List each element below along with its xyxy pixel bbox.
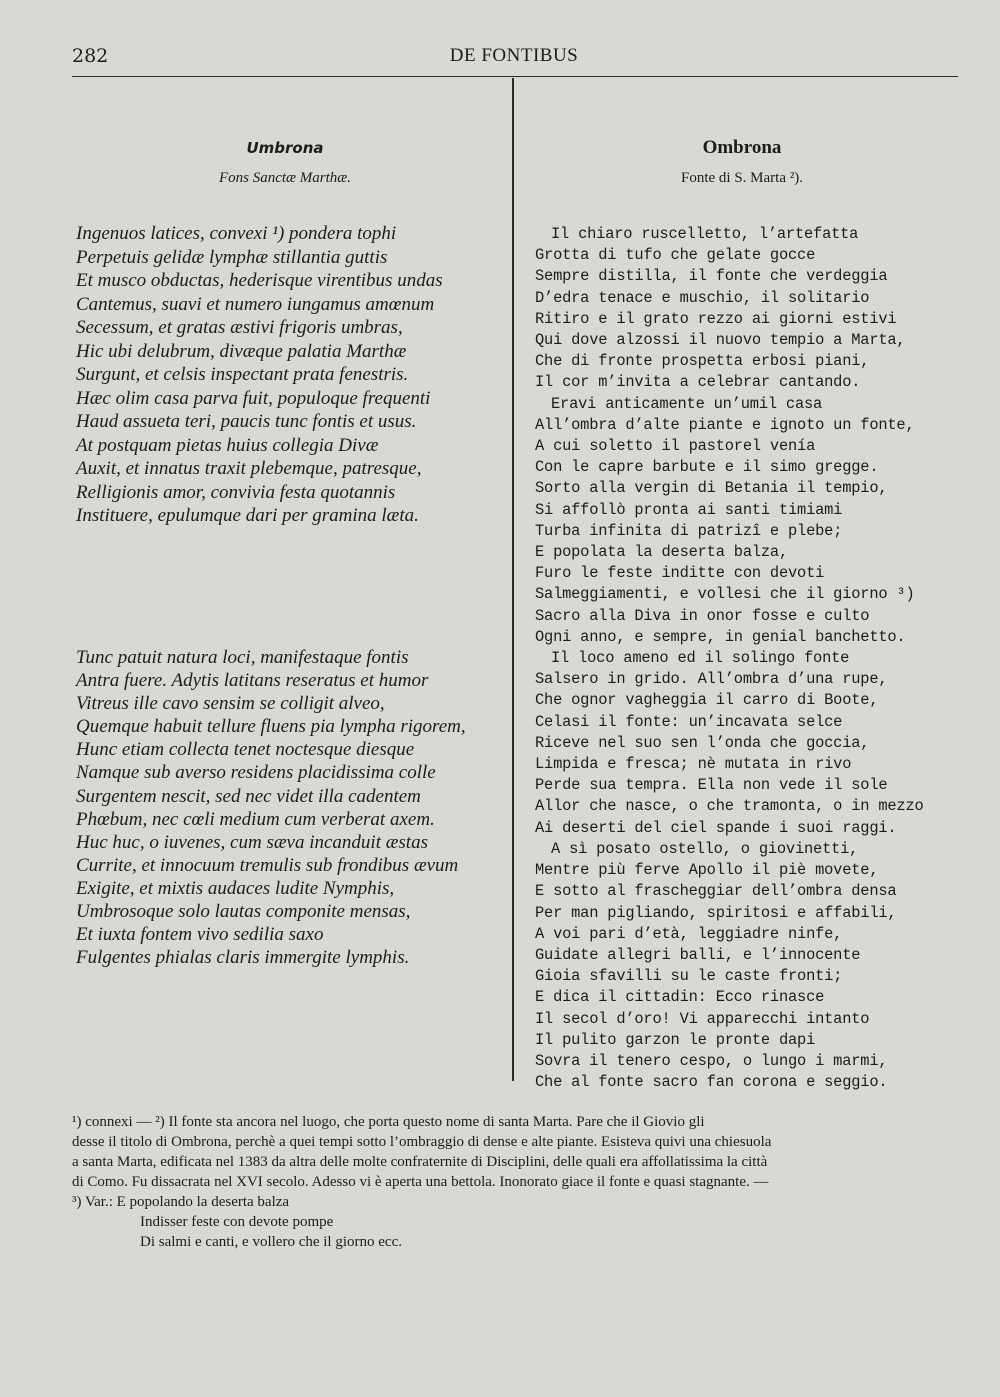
verse-line: Antra fuere. Adytis latitans reseratus et humor bbox=[76, 670, 429, 692]
verse-line: E sotto al frascheggiar dell’ombra densa bbox=[535, 882, 897, 901]
footnote-line: ¹) connexi — ²) Il fonte sta ancora nel luogo, che porta questo nome di santa Marta. Pare che il Giovio gli bbox=[72, 1114, 705, 1130]
latin-stanza-1 bbox=[76, 222, 443, 528]
verse-line: Il loco ameno ed il solingo fonte bbox=[551, 649, 850, 668]
verse-line: Vitreus ille cavo sensim se colligit alveo, bbox=[76, 693, 385, 715]
verse-line: Che di fronte prospetta erbosi piani, bbox=[535, 352, 870, 371]
italian-verses bbox=[535, 224, 924, 1093]
verse-line: Haud assueta teri, paucis tunc fontis et usus. bbox=[76, 411, 417, 432]
verse-line: Il cor m’invita a celebrar cantando. bbox=[535, 373, 861, 392]
latin-poem-subtitle: Fons Sanctæ Marthæ. bbox=[218, 170, 352, 186]
verse-line: Ritiro e il grato rezzo ai giorni estivi bbox=[535, 309, 897, 328]
footnote-line: di Como. Fu dissacrata nel XVI secolo. Adesso vi è aperta una bettola. Inonorato giace il fonte e quasi stagnante. — bbox=[72, 1174, 769, 1190]
verse-line: Salmeggiamenti, e vollesi che il giorno ³) bbox=[535, 585, 915, 604]
verse-line: Eravi anticamente un’umil casa bbox=[551, 394, 823, 413]
latin-column bbox=[70, 130, 500, 969]
verse-line: Currite, et innocuum tremulis sub frondibus ævum bbox=[76, 854, 459, 876]
footnote-line: ³) Var.: E popolando la deserta balza bbox=[72, 1194, 290, 1210]
verse-line: Hic ubi delubrum, divæque palatia Marthæ bbox=[76, 340, 407, 362]
footnotes bbox=[72, 1112, 958, 1252]
verse-line: Sempre distilla, il fonte che verdeggia bbox=[535, 267, 888, 286]
verse-line: D’edra tenace e muschio, il solitario bbox=[535, 288, 870, 307]
verse-line: Perde sua tempra. Ella non vede il sole bbox=[535, 776, 888, 795]
footnote-variant: Di salmi e canti, e vollero che il giorno ecc. bbox=[140, 1234, 402, 1250]
verse-line: Il pulito garzon le pronte dapi bbox=[535, 1030, 816, 1049]
verse-line: A sì posato ostello, o giovinetti, bbox=[551, 839, 859, 858]
verse-line: Secessum, et gratas æstivi frigoris umbras, bbox=[76, 317, 403, 338]
page-header bbox=[72, 38, 956, 78]
verse-line: Il chiaro ruscelletto, l’artefatta bbox=[551, 225, 859, 243]
verse-line: Namque sub averso residens placidissima colle bbox=[76, 762, 436, 784]
verse-line: At postquam pietas huius collegia Divæ bbox=[76, 434, 379, 456]
verse-line: Instituere, epulumque dari per gramina læta. bbox=[76, 505, 419, 526]
verse-line: Auxit, et innatus traxit plebemque, patresque, bbox=[76, 458, 422, 479]
verse-line: Tunc patuit natura loci, manifestaque fontis bbox=[76, 647, 409, 668]
verse-line: Con le capre barbute e il simo gregge. bbox=[535, 458, 879, 477]
verse-line: Ogni anno, e sempre, in genial banchetto. bbox=[535, 627, 906, 646]
footnote-line: a santa Marta, edificata nel 1383 da altra delle molte confraternite di Disciplini, delle quali era affollatissima la città bbox=[72, 1154, 768, 1170]
verse-line: Turba infinita di patrizî e plebe; bbox=[535, 521, 843, 540]
verse-line: Limpida e fresca; nè mutata in rivo bbox=[535, 755, 852, 774]
italian-poem-title: Ombrona bbox=[702, 137, 782, 158]
verse-line: Riceve nel suo sen l’onda che goccia, bbox=[535, 733, 870, 752]
verse-line: All’ombra d’alte piante e ignoto un fonte, bbox=[535, 415, 915, 434]
verse-line: Sovra il tenero cespo, o lungo i marmi, bbox=[535, 1051, 888, 1070]
verse-line: Surgentem nescit, sed nec videt illa cadentem bbox=[76, 785, 421, 807]
verse-line: Qui dove alzossi il nuovo tempio a Marta, bbox=[535, 331, 906, 350]
verse-line: Umbrosoque solo lautas componite mensas, bbox=[76, 901, 411, 923]
verse-line: Guidate allegri balli, e l’innocente bbox=[535, 945, 861, 964]
verse-line: A cui soletto il pastorel venía bbox=[535, 437, 816, 456]
verse-line: Sorto alla vergin di Betania il tempio, bbox=[535, 479, 888, 498]
verse-line: Fulgentes phialas claris immergite lymphis. bbox=[76, 947, 410, 969]
verse-line: Quemque habuit tellure fluens pia lympha rigorem, bbox=[76, 716, 466, 738]
verse-line: Ingenuos latices, convexi ¹) pondera tophi bbox=[76, 223, 397, 244]
running-title: DE FONTIBUS bbox=[449, 45, 579, 66]
footnote-line: desse il titolo di Ombrona, perchè a quei tempi sotto l’ombraggio di dense e alte piante. Esisteva quivi una chiesuola bbox=[72, 1134, 772, 1150]
verse-line: A voi pari d’età, leggiadre ninfe, bbox=[535, 924, 843, 943]
italian-column bbox=[527, 130, 957, 1092]
verse-line: Hæc olim casa parva fuit, populoque frequenti bbox=[76, 387, 431, 409]
verse-line: Perpetuis gelidæ lymphæ stillantia guttis bbox=[76, 246, 388, 268]
verse-line: Salsero in grido. All’ombra d’una rupe, bbox=[535, 670, 888, 689]
footnote-variant: Indisser feste con devote pompe bbox=[140, 1214, 334, 1230]
column-divider bbox=[512, 78, 514, 1081]
verse-line: Relligionis amor, convivia festa quotannis bbox=[76, 481, 396, 503]
verse-line: Allor che nasce, o che tramonta, o in mezzo bbox=[535, 797, 924, 816]
italian-poem-subtitle: Fonte di S. Marta ²). bbox=[681, 170, 803, 186]
verse-line: Per man pigliando, spiritosi e affabili, bbox=[535, 903, 897, 922]
verse-line: Che al fonte sacro fan corona e seggio. bbox=[535, 1073, 888, 1092]
latin-poem-title: Umbrona bbox=[246, 139, 324, 157]
verse-line: Sacro alla Diva in onor fosse e culto bbox=[535, 606, 870, 625]
verse-line: Ai deserti del ciel spande i suoi raggi. bbox=[535, 818, 897, 837]
verse-line: E dica il cittadin: Ecco rinasce bbox=[535, 988, 825, 1007]
latin-stanza-2 bbox=[76, 646, 466, 969]
page-number: 282 bbox=[72, 45, 109, 67]
verse-line: Il secol d’oro! Vi apparecchi intanto bbox=[535, 1009, 870, 1028]
verse-line: Phœbum, nec cœli medium cum verberat axem. bbox=[76, 808, 435, 830]
verse-line: Mentre più ferve Apollo il piè movete, bbox=[535, 861, 879, 880]
verse-line: Furo le feste inditte con devoti bbox=[535, 564, 825, 583]
verse-line: E popolata la deserta balza, bbox=[535, 543, 789, 562]
verse-line: Et musco obductas, hederisque virentibus undas bbox=[76, 270, 443, 291]
verse-line: Celasi il fonte: un’incavata selce bbox=[535, 712, 843, 731]
verse-line: Surgunt, et celsis inspectant prata fenestris. bbox=[76, 364, 409, 385]
verse-line: Si affollò pronta ai santi timiami bbox=[535, 500, 843, 519]
verse-line: Exigite, et mixtis audaces ludite Nymphis, bbox=[76, 877, 395, 899]
verse-line: Grotta di tufo che gelate gocce bbox=[535, 246, 816, 265]
verse-line: Che ognor vagheggia il carro di Boote, bbox=[535, 691, 879, 710]
verse-line: Hunc etiam collecta tenet noctesque diesque bbox=[76, 739, 415, 761]
verse-line: Et iuxta fontem vivo sedilia saxo bbox=[76, 924, 324, 946]
header-rule bbox=[72, 76, 958, 77]
verse-line: Gioia sfavilli su le caste fronti; bbox=[535, 967, 843, 986]
verse-line: Cantemus, suavi et numero iungamus amœnum bbox=[76, 293, 435, 315]
verse-line: Huc huc, o iuvenes, cum sæva incanduit æstas bbox=[76, 831, 428, 853]
